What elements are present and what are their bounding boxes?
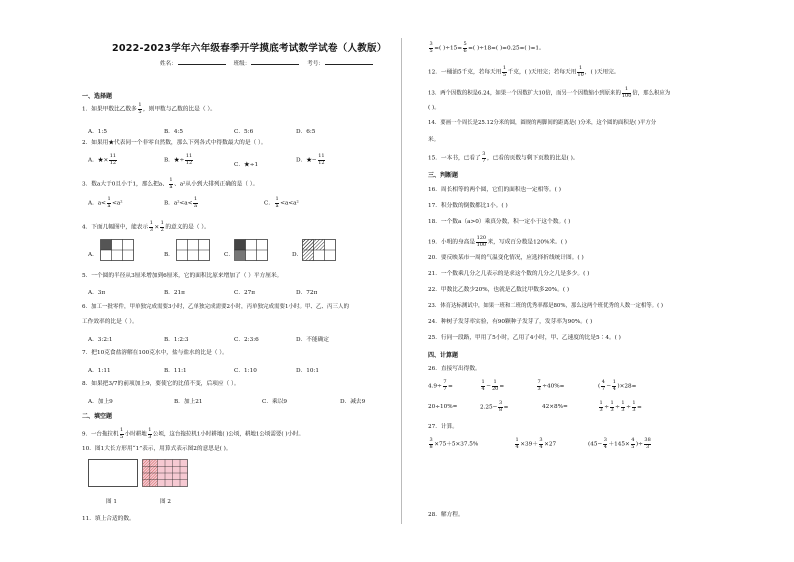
right-column [402,0,794,562]
question-7: 7．把10克食盐溶解在100克水中，盐与盐水的比是（ ）。 [82,350,228,356]
option-a: A．加上9 [88,399,113,405]
question-28: 28．解方程。 [428,512,464,518]
option-a: A． [88,252,98,258]
question-18: 18．一个数a（a>0）乘真分数，积一定小于这个数。( ) [428,219,571,225]
question-14-cont: 米。 [428,137,440,143]
option-a: A．1:5 [88,129,107,135]
question-6-cont: 工作效率的比是（ ）。 [82,319,138,325]
question-16: 16．周长相等的两个圆，它们的面积也一定相等。( ) [428,187,561,193]
option-d: D． [292,252,303,258]
question-9: 9．一台拖拉机 $\frac{1}{5}$ 小时耕地 $\frac{1}{3}$ 公顷，这台拖拉机1小时耕地( )公顷，耕地1公顷需要( )小时。 [82,427,304,440]
calc-item: 42×8%= [542,404,568,410]
question-10: 10．图1大长方形用“1”表示，用算式表示图2的意思是( )。 [82,446,232,452]
question-15: 15．一本书，已看了 $\frac{3}{7}$ ，已看的页数与剩下页数的比是( )。 [428,151,579,164]
question-19: 19．小明的身高是 $\frac{120}{100}$ 米，写成百分数是120%米。( ) [428,235,567,248]
option-c: C．★÷1 [234,162,259,168]
figure-1-label: 图 1 [106,499,117,505]
question-11: 11．填上合适的数。 [82,516,135,522]
figure-option-d [302,239,336,261]
question-3: 3．数a大于0且小于1，那么把a、 $\frac{1}{a}$ 、a²从小到大排列正确的是（ ）。 [82,177,259,190]
question-25: 25．行同一段路，甲用了5小时，乙用了4小时，甲、乙速度的比是5∶4。( ) [428,335,621,341]
option-c: C． $\frac{1}{a}$ <a<a² [264,196,299,209]
option-d: D．★− $\frac{11}{12}$ [296,153,325,166]
option-b: B．a²<a< $\frac{1}{a}$ [164,196,198,209]
calc-item: 2.25− $\frac{3}{8}$ = [480,400,509,413]
section-heading: 一、选择题 [82,93,113,100]
calc-item: 20÷10%= [428,404,458,410]
question-23: 23．体育达标测试中，如果一班和二班的优秀率都是80%，那么这两个班优秀的人数一定相等。( ) [428,303,663,309]
question-24: 24．种树子发芽率实验，有90颗种子发芽了，发芽率为90%。( ) [428,319,593,325]
exam-id-field[interactable] [325,58,373,65]
option-d: D．不能确定 [296,337,329,343]
option-b: B．加上21 [174,399,203,405]
question-11-blanks: $\frac{3}{5}$ =( )÷15= $\frac{5}{6}$ =( )÷18=( )=0.25=( )=1。 [429,41,545,54]
option-b: B．4:5 [164,129,184,135]
question-1: 1．如果甲数比乙数多 $\frac{1}{5}$ ，则甲数与乙数的比是（ ）。 [82,102,216,115]
option-a: A．1:11 [88,368,111,374]
question-4: 4．下面几幅图中，能表示 $\frac{1}{3}$ × $\frac{1}{2}$ 的意义的是（ ）。 [82,220,210,233]
calc-item: $\frac{1}{4}$ ×39＋ $\frac{3}{4}$ ×27 [515,437,557,450]
option-a: A．3π [88,290,106,296]
figure-2-label: 图 2 [160,499,171,505]
figure-2-grid [142,459,188,487]
option-b: B．21π [164,290,185,296]
question-22: 22．甲数比乙数少20%，也就是乙数比甲数多20%。( ) [428,287,570,293]
option-a: A．3:2:1 [88,337,113,343]
figure-option-c [234,239,268,261]
option-b: B． [164,252,174,258]
option-d: D．10:1 [296,368,320,374]
figure-option-b [176,239,210,261]
name-field[interactable] [178,58,226,65]
calc-item: $\frac{7}{3}$ ÷40%= [537,379,565,392]
option-c: C．27π [234,290,256,296]
question-14: 14．要画一个周长是25.12分米的圆，圆规的两脚间的距离是( )分米，这个圆的面积是( )平方分 [428,120,657,126]
option-d: D．减去9 [340,399,366,405]
figure-1-rectangle [88,459,138,487]
calc-item: $\frac{1}{3}$ ÷ $\frac{1}{3}$ ÷ $\frac{1}{3}$ ÷ $\frac{1}{3}$ = [599,400,642,413]
option-a: A．★× $\frac{11}{12}$ [88,153,117,166]
option-a: A．a< $\frac{1}{a}$ <a² [88,196,123,209]
question-21: 21．一个数乘几分之几表示的是求这个数的几分之几是多少。( ) [428,271,590,277]
option-c: C．1:10 [234,368,257,374]
question-27: 27．计算。 [428,424,458,430]
question-13-cont: ( )。 [428,105,440,111]
section-heading: 四、计算题 [428,352,459,359]
calc-item: 4.9÷ $\frac{7}{7}$ = [428,379,453,392]
question-26: 26．直接写出得数。 [428,366,481,372]
question-12: 12．一桶油5千克，若每天用 $\frac{1}{5}$ 千克，( )天用完；若每天用 $\frac{1}{10}$ ，( )天用完。 [428,65,620,78]
calc-item: (45− $\frac{3}{4}$ ＋145× $\frac{4}{5}$ )÷ $\frac{38}{3}$ [588,437,651,450]
option-c: C．2:3:6 [234,337,259,343]
option-b: B．★÷ $\frac{11}{12}$ [164,153,193,166]
option-d: D．6:5 [296,129,316,135]
section-heading: 三、判断题 [428,172,459,179]
question-2: 2．如果用★代表同一个非零自然数，那么下列各式中得数最大的是（ ）。 [82,140,267,146]
option-d: D．72π [296,290,318,296]
page-title: 2022-2023学年六年级春季开学摸底考试数学试卷（人教版） [112,43,387,54]
calc-item: $\frac{1}{4}$ − $\frac{1}{20}$ = [481,379,505,392]
student-info-line: 姓名： 班级： 考号： [160,58,379,67]
option-c: C．乘以9 [262,399,288,405]
calc-item: $\frac{3}{8}$ ×75＋5×37.5% [429,437,479,450]
question-8: 8．如果把3/7的前项加上9，要使它的比值不变，后项应（ ）。 [82,381,240,387]
question-6: 6．加工一批零件，甲单独完成需要3小时，乙单独完成需要2小时，丙单独完成需要1小时。甲、乙、丙三人的 [82,304,350,310]
question-5: 5．一个圆的半径从3厘米增加到6厘米，它的面积比原来增加了（ ）平方厘米。 [82,273,283,279]
class-field[interactable] [251,58,299,65]
option-b: B．1:2:3 [164,337,189,343]
question-20: 20．要反映某市一周的气温变化情况，应选择折线统计图。( ) [428,255,584,261]
option-b: B．11:1 [164,368,187,374]
option-c: C． [224,252,235,258]
figure-option-a [100,239,134,261]
section-heading: 二、填空题 [82,413,113,420]
calc-item: ( $\frac{4}{7}$ − $\frac{1}{4}$ )×28= [598,379,637,392]
option-c: C．5:6 [234,129,254,135]
question-13: 13．两个因数的积是6.24，如果一个因数扩大10倍，而另一个因数缩小到原来的 $\frac{1}{100}$ 倍，那么积应为 [428,86,671,99]
question-17: 17．积分数的倒数都比1小。( ) [428,203,508,209]
